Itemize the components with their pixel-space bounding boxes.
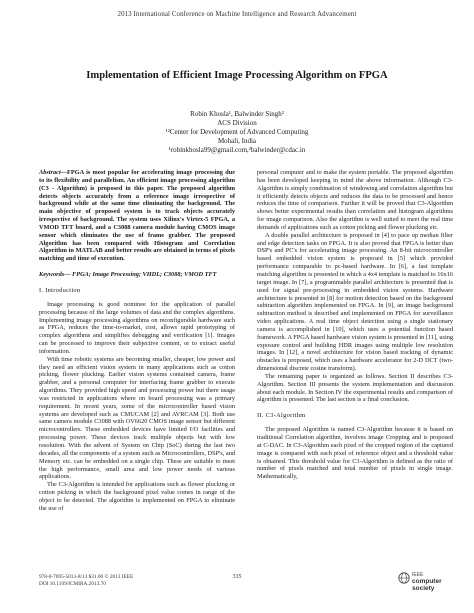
logo-society-text: computer society bbox=[412, 578, 442, 592]
globe-icon bbox=[398, 571, 410, 585]
paragraph: The C3-Algorithm is intended for applications such as flower plucking or cotton picking in which the background pixel value comes in range of the object to be detected. The algorithm is implemented on FPGA to eliminate the use of bbox=[39, 481, 235, 512]
author-emails: ¹robinkhosla99@gmail.com,²balwinder@cdac.in bbox=[168, 146, 306, 154]
page-number: 335 bbox=[232, 574, 242, 580]
paragraph: Image processing is good nominee for the application of parallel processing because of the large volumes of data and the complex algorithms. Implementing image processing algorithms on reconfigurable hardware such as FPGA, reduces the time-to-market, cost, allows rapid prototyping of complex algorithms and simplifies debugging and verification [1]. Images can be processed to improve their subjective content, or to extract useful information. bbox=[39, 300, 235, 355]
conference-header: 2013 International Conference on Machine Intelligence and Research Advancement bbox=[117, 11, 357, 18]
paragraph: A double parallel architecture is proposed in [4] to pace up median filter and edge detection tasks on FPGA. It is also proved that FPGA is better than DSP's and PC's for accelerating image processing. An 8-bit microcontroller based embedded vision system is proposed in [5] which provided performance comparable to pc-based hardware. In [6], a fast template matching algorithm is presented in which a 4x4 template is matched to 16x16 target image. In [7], a programmable parallel architecture is presented that is used for signal pre-processing in embedded vision systems. Hardware architecture is presented in [8] for motion detection based on the background subtraction algorithm implemented on FPGA. In [9], an image background subtraction method is described and implemented on FPGA for surveillance video applications. A real time object detection using a single stationary camera is accomplished in [10], which uses a potential function based framework. A FPGA based hardware vision system is presented in [11], using exposure control and building HDR images using multiple low resolution images. In [12], a novel architecture for vision based tracking of dynamic obstacles is proposed, which uses a hardware accelerator for 2-D DCT (two-dimensional discrete cosine transform). bbox=[257, 231, 453, 373]
paragraph: personal computer and to make the system portable. The proposed algorithm has been developed keeping in mind the above information. Although C3-Algorithm is simply combination of windowing and correlation algorithm but it efficiently detects objects and reduces the data to be processed and hence reduces the time of comparison. Further it will be proved that C3-Algorithm shows better experimental results than correlation and histogram algorithms for image comparison. Also the algorithm is well suited to meet the real time demands of applications such as cotton picking and flower plucking etc. bbox=[257, 169, 453, 231]
author-block bbox=[0, 110, 474, 155]
right-column bbox=[257, 169, 453, 481]
section-heading-introduction: I. Introduction bbox=[39, 286, 81, 294]
abstract-lead: Abstract bbox=[39, 169, 61, 176]
left-column bbox=[39, 169, 235, 513]
logo-ieee-text: IEEE bbox=[412, 572, 424, 578]
author-names: Robin Khosla¹, Balwinder Singh² bbox=[190, 110, 284, 118]
paragraph: The remaining paper is organized as follows. Section II describes C3-Algorithm. Section III presents the system implementation and discussion about each module. In Section IV the experimental results and comparison of algorithm is presented. The last section is a final conclusion. bbox=[257, 372, 453, 404]
abstract bbox=[39, 169, 235, 263]
paragraph: The proposed Algorithm is named C3-Algorithm because it is based on traditional Correlation algorithm, involves image Cropping and is proposed at C-DAC. In C3-Algorithm each pixel of the cropped region of the captured image is compared with each pixel of reference object and a threshold value is obtained. This threshold value for C3-Algorithm is defined as the ratio of number of pixels matched and total number of pixels in single image. Mathematically, bbox=[257, 426, 453, 481]
keywords: Keywords— FPGA; Image Processing; VHDL; C3088; VMOD TFT bbox=[39, 271, 217, 279]
paragraph: With time robotic systems are becoming smaller, cheaper, low power and they need an efficient vision system in many applications such as cotton picking, flower plucking. Earlier vision systems contained camera, frame grabber, and a personal computer for interfacing frame grabber to execute algorithms. They provided high speed and processing power but there usage was restricted in applications where on board processing was a primary requirement. In recent years, some of the microcontroller based vision systems are developed such as CMUCAM [2] and AVRCAM [3]. Both use same camera module C3088 with OV6620 CMOS image sensor but different microcontrollers. These embedded devices have limited I/O facilities and processing power. These devices track multiple objects but with low resolution. With the advent of System on Chip (SoC) during the last two decades, all the components of a system such as Microcontrollers, DSP's, and Memory etc. can be embedded on a single chip. These are suitable to meet the high performance, small area and low power needs of various applications. bbox=[39, 355, 235, 481]
author-city: Mohali, India bbox=[217, 137, 257, 145]
section-heading-c3-algorithm: II. C3-Algorithm bbox=[257, 412, 306, 420]
abstract-text: —FPGA is most popular for accelerating image processing due to its flexibility and parallelism. An efficient image processing algorithm (C3 - Algorithm) is proposed in this paper. The proposed algorithm detects objects accurately from a reference image irrespective of background while at the same time eliminating the background. The main objective of proposed system is to track objects accurately irrespective of background. The system uses Xilinx's Virtex-5 FPGA, a VMOD TFT board, and a C3088 camera module having CMOS image sensor which eliminates the use of frame grabber. The proposed Algorithm has been compared with Histogram and Correlation Algorithm in MATLAB and better results are obtained in terms of pixels matching and time of execution. bbox=[39, 169, 235, 263]
footer-doi: DOI 10.1109/ICMIRA.2013.70 bbox=[39, 581, 106, 587]
paper-title: Implementation of Efficient Image Processing Algorithm on FPGA bbox=[86, 70, 388, 81]
author-division: ACS Division bbox=[217, 119, 257, 127]
author-affiliation: ¹²Center for Development of Advanced Computing bbox=[165, 128, 309, 136]
ieee-computer-society-logo bbox=[398, 566, 442, 592]
footer-isbn: 978-0-7695-5013-8/13 $31.00 © 2013 IEEE bbox=[39, 574, 134, 580]
